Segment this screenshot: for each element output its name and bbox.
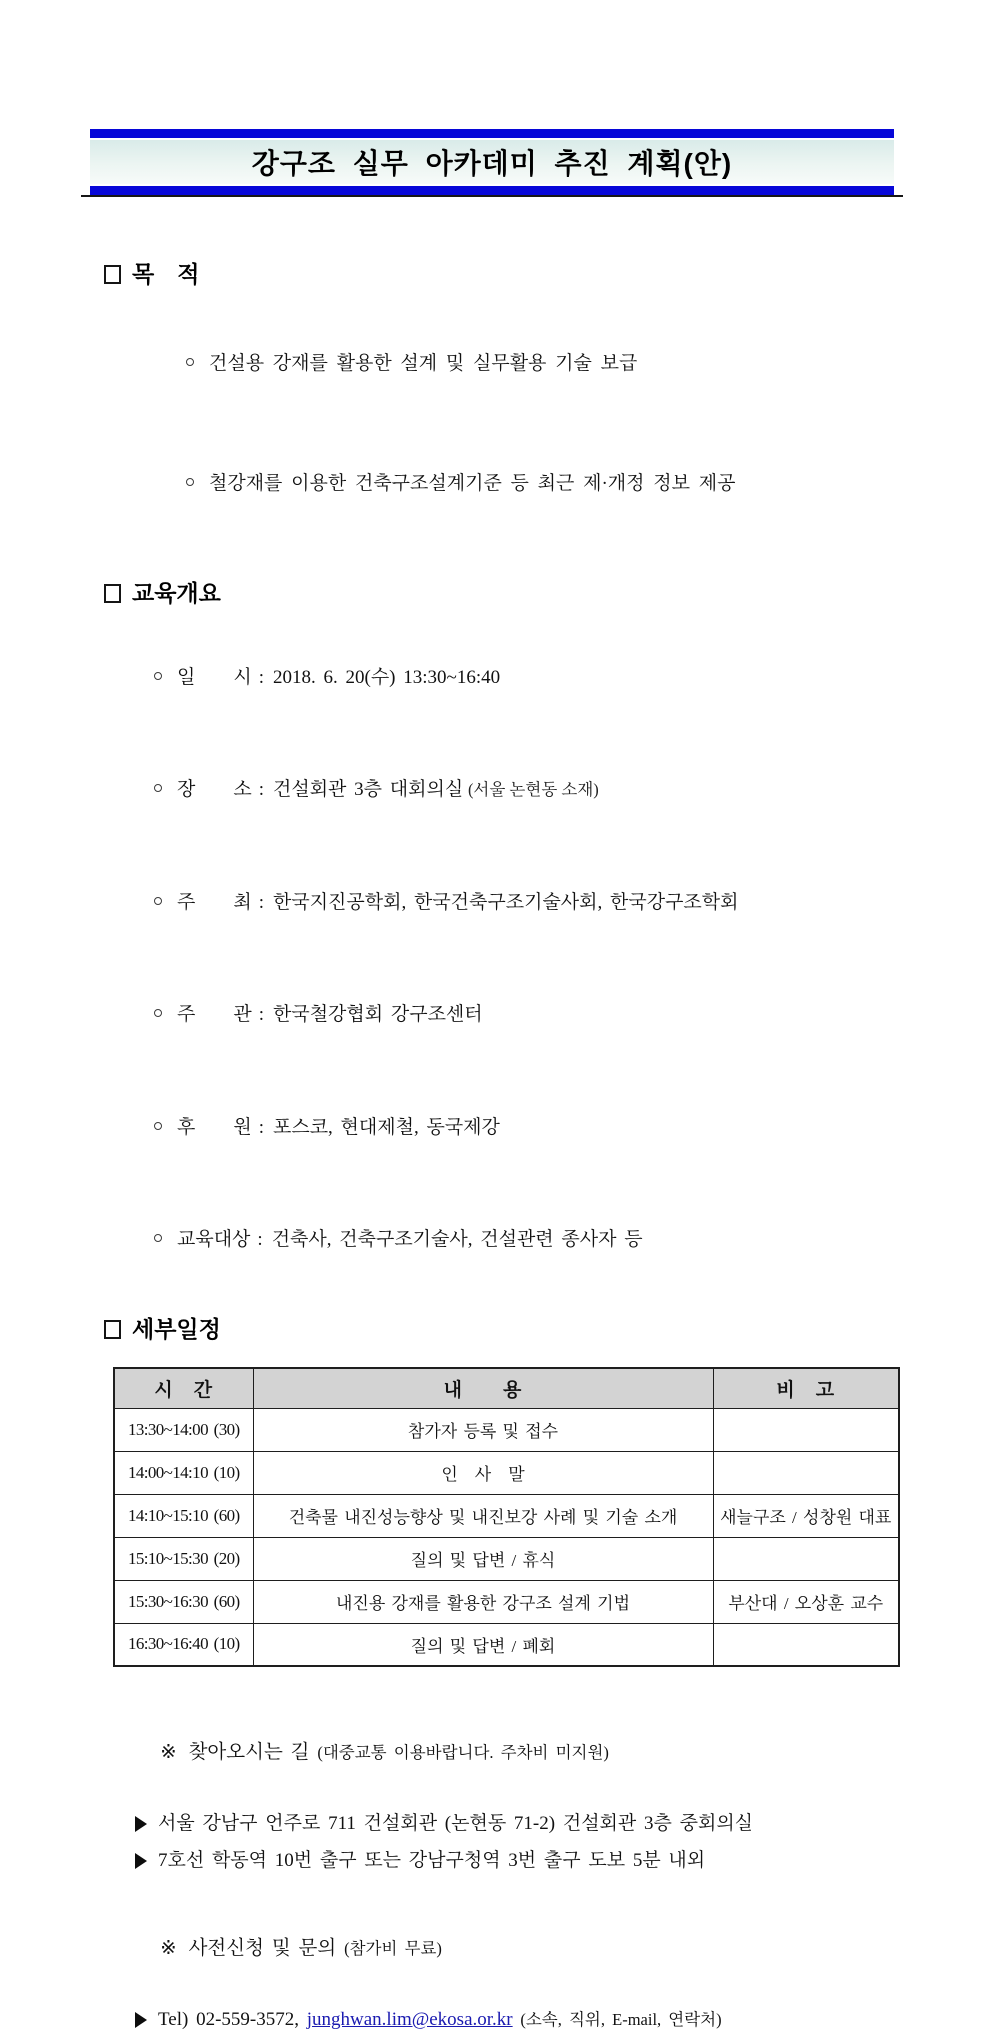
section-purpose-title: 목 적 xyxy=(132,261,200,287)
directions-header xyxy=(113,1711,992,1795)
item-label: 주 최 xyxy=(177,891,252,913)
cell-note xyxy=(713,1451,899,1494)
right-triangle-bullet-icon xyxy=(135,1853,147,1869)
list-item xyxy=(116,424,992,544)
bullet-text: 건설용 강재를 활용한 설계 및 실무활용 기술 보급 xyxy=(209,353,638,374)
item-value: 한국철강협회 강구조센터 xyxy=(273,1004,483,1025)
cell-content: 참가자 등록 및 접수 xyxy=(253,1408,713,1451)
contact-tel: Tel) 02-559-3572, xyxy=(158,2009,299,2030)
cell-note: 새늘구조 / 성창원 대표 xyxy=(713,1494,899,1537)
directions-title: 찾아오시는 길 xyxy=(188,1742,310,1763)
cell-time: 14:10~15:10 (60) xyxy=(114,1494,253,1537)
directions-item-list xyxy=(135,1805,992,1879)
list-item xyxy=(135,1805,992,1842)
contact-header xyxy=(113,1907,992,1991)
hollow-circle-bullet-icon xyxy=(186,358,194,366)
right-triangle-bullet-icon xyxy=(135,2012,147,2028)
cell-time: 15:30~16:30 (60) xyxy=(114,1580,253,1623)
title-banner xyxy=(90,129,894,197)
cell-time: 13:30~14:00 (30) xyxy=(114,1408,253,1451)
item-separator: : xyxy=(257,1229,263,1250)
item-separator: : xyxy=(258,779,264,800)
direction-text: 서울 강남구 언주로 711 건설회관 (논현동 71-2) 건설회관 3층 중회의실 xyxy=(158,1813,754,1834)
section-overview-header xyxy=(104,580,992,607)
hollow-circle-bullet-icon xyxy=(154,1234,162,1242)
reference-mark-icon: ※ xyxy=(160,1938,177,1959)
item-label: 일 시 xyxy=(177,666,252,688)
hollow-circle-bullet-icon xyxy=(186,478,194,486)
hollow-circle-bullet-icon xyxy=(154,784,162,792)
hollow-circle-bullet-icon xyxy=(154,672,162,680)
cell-note xyxy=(713,1408,899,1451)
hollow-circle-bullet-icon xyxy=(154,897,162,905)
table-row xyxy=(114,1408,899,1451)
cell-note xyxy=(713,1623,899,1666)
table-row xyxy=(114,1451,899,1494)
cell-time: 14:00~14:10 (10) xyxy=(114,1451,253,1494)
overview-item-list xyxy=(116,621,992,1296)
list-item xyxy=(135,1842,992,1879)
cell-note xyxy=(713,1537,899,1580)
item-value: 한국지진공학회, 한국건축구조기술사회, 한국강구조학회 xyxy=(273,891,739,913)
list-item xyxy=(116,846,992,959)
list-item xyxy=(116,304,992,424)
cell-content: 건축물 내진성능향상 및 내진보강 사례 및 기술 소개 xyxy=(253,1494,713,1537)
section-purpose xyxy=(0,261,992,544)
item-value: 건축사, 건축구조기술사, 건설관련 종사자 등 xyxy=(271,1229,643,1250)
right-triangle-bullet-icon xyxy=(135,1816,147,1832)
contact-title: 사전신청 및 문의 xyxy=(188,1938,337,1959)
table-row xyxy=(114,1580,899,1623)
list-item xyxy=(116,734,992,847)
contact-email-link[interactable]: junghwan.lim@ekosa.or.kr xyxy=(306,2009,513,2030)
hollow-circle-bullet-icon xyxy=(154,1122,162,1130)
banner-panel xyxy=(90,140,894,184)
empty-square-icon xyxy=(104,265,121,284)
cell-content: 인 사 말 xyxy=(253,1451,713,1494)
item-label: 후 원 xyxy=(177,1116,252,1138)
table-row xyxy=(114,1623,899,1666)
column-header-note: 비 고 xyxy=(713,1368,899,1408)
item-label: 교육대상 xyxy=(177,1229,251,1250)
column-header-content: 내 용 xyxy=(253,1368,713,1408)
section-schedule xyxy=(0,1316,992,1667)
cell-content: 질의 및 답변 / 휴식 xyxy=(253,1537,713,1580)
list-item xyxy=(116,1184,992,1297)
section-purpose-header xyxy=(104,261,992,288)
cell-time: 15:10~15:30 (20) xyxy=(114,1537,253,1580)
item-value: 포스코, 현대제철, 동국제강 xyxy=(273,1116,500,1138)
banner-bottom-bar xyxy=(90,186,894,195)
item-separator: : xyxy=(258,1004,264,1025)
cell-content: 내진용 강재를 활용한 강구조 설계 기법 xyxy=(253,1580,713,1623)
section-overview-title: 교육개요 xyxy=(132,580,221,606)
item-note: (서울 논현동 소재) xyxy=(467,780,599,799)
cell-content: 질의 및 답변 / 폐회 xyxy=(253,1623,713,1666)
item-label: 장 소 xyxy=(177,779,252,800)
contact-item-list xyxy=(135,2001,992,2038)
item-separator: : xyxy=(258,891,264,913)
table-header-row xyxy=(114,1368,899,1408)
table-row xyxy=(114,1494,899,1537)
column-header-time: 시 간 xyxy=(114,1368,253,1408)
directions-note: (대중교통 이용바랍니다. 주차비 미지원) xyxy=(317,1743,609,1762)
bullet-text: 철강재를 이용한 건축구조설계기준 등 최근 제·개정 정보 제공 xyxy=(209,473,736,494)
empty-square-icon xyxy=(104,584,121,603)
section-directions xyxy=(0,1711,992,1879)
purpose-bullet-list xyxy=(116,304,992,544)
cell-time: 16:30~16:40 (10) xyxy=(114,1623,253,1666)
list-item xyxy=(116,1071,992,1184)
reference-mark-icon: ※ xyxy=(160,1742,177,1763)
section-schedule-title: 세부일정 xyxy=(132,1316,221,1342)
contact-suffix: (소속, 직위, E-mail, 연락처) xyxy=(520,2010,722,2029)
item-label: 주 관 xyxy=(177,1004,252,1025)
schedule-table xyxy=(113,1367,900,1667)
page-title: 강구조 실무 아카데미 추진 계획(안) xyxy=(251,148,733,179)
document-page xyxy=(0,129,992,2038)
item-separator: : xyxy=(258,1116,264,1138)
banner-underline xyxy=(81,195,903,197)
cell-note: 부산대 / 오상훈 교수 xyxy=(713,1580,899,1623)
item-value: 건설회관 3층 대회의실 xyxy=(273,779,464,800)
section-contact xyxy=(0,1907,992,2038)
list-item xyxy=(116,621,992,734)
hollow-circle-bullet-icon xyxy=(154,1009,162,1017)
table-row xyxy=(114,1537,899,1580)
contact-note: (참가비 무료) xyxy=(344,1939,442,1958)
item-separator: : xyxy=(258,666,264,688)
item-value: 2018. 6. 20(수) 13:30~16:40 xyxy=(273,666,501,688)
direction-text: 7호선 학동역 10번 출구 또는 강남구청역 3번 출구 도보 5분 내외 xyxy=(158,1850,706,1871)
list-item xyxy=(116,959,992,1072)
section-overview xyxy=(0,580,992,1296)
empty-square-icon xyxy=(104,1320,121,1339)
section-schedule-header xyxy=(104,1316,992,1343)
banner-top-bar xyxy=(90,129,894,138)
list-item xyxy=(135,2001,992,2038)
